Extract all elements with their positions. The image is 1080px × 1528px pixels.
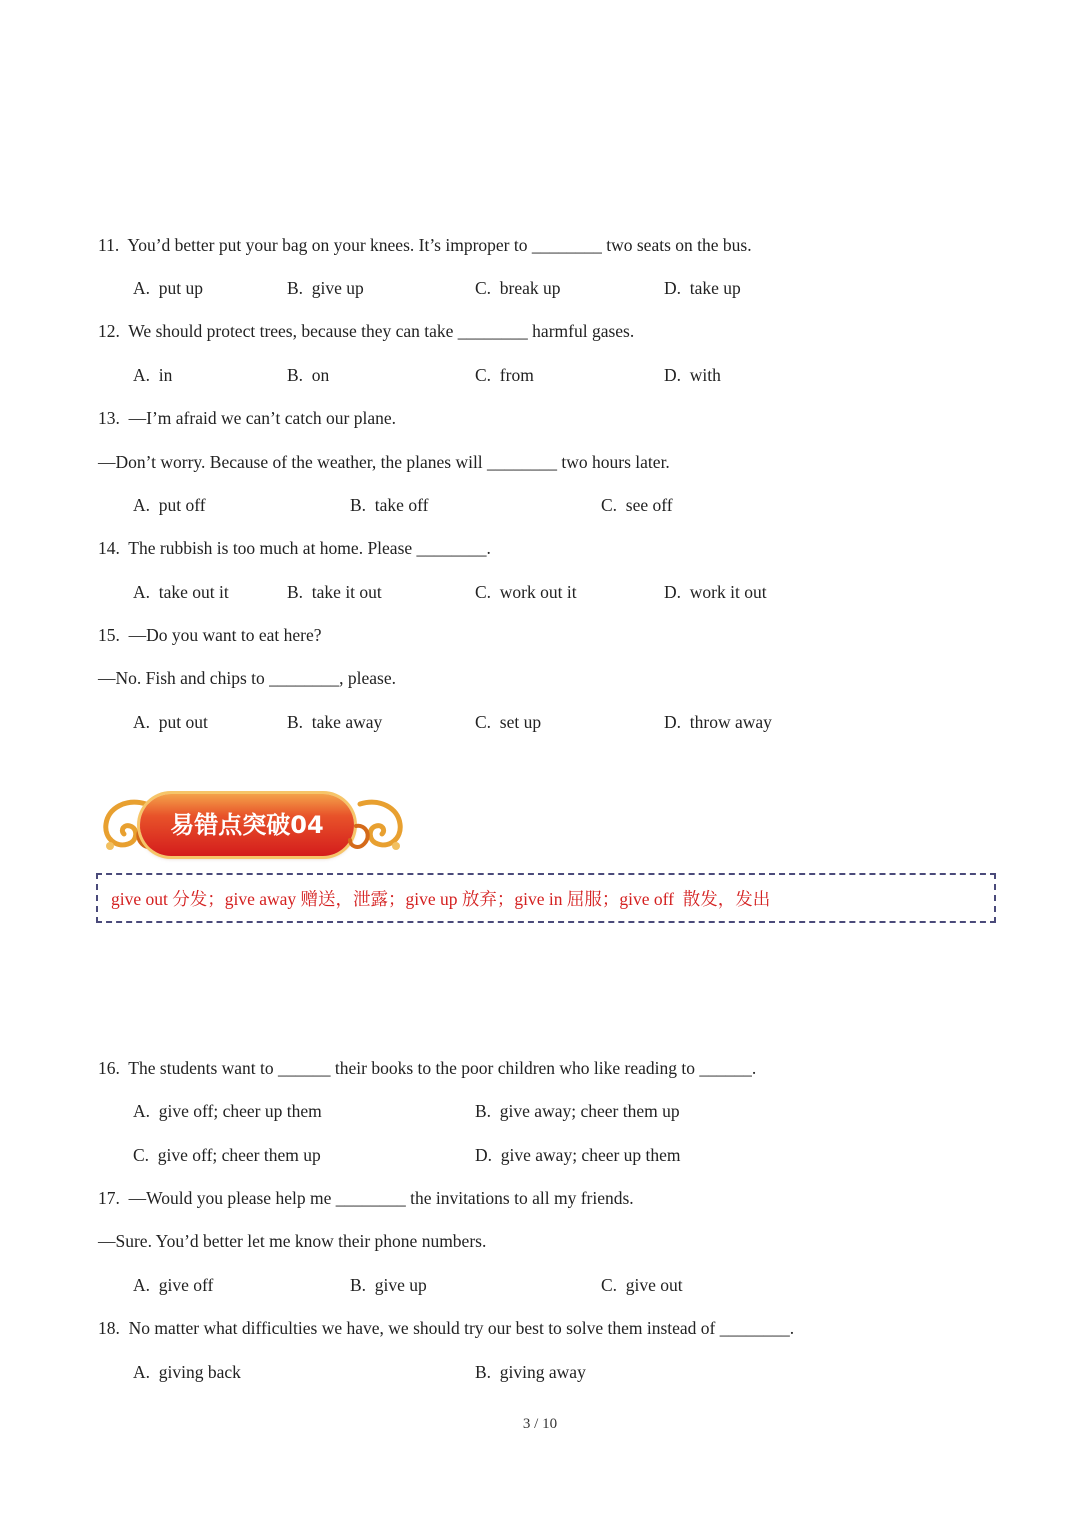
q12-option-a[interactable]: A. in (133, 365, 173, 385)
question-15-reply: —No. Fish and chips to ________, please. (98, 668, 396, 688)
question-18-text: 18. No matter what difficulties we have, we should try our best to solve them instead of ________. (98, 1318, 795, 1338)
q12-option-d[interactable]: D. with (664, 365, 721, 385)
question-16-text: 16. The students want to ______ their books to the poor children who like reading to ______. (98, 1058, 757, 1078)
q11-option-c[interactable]: C. break up (475, 278, 561, 298)
q16-option-b[interactable]: B. give away; cheer them up (475, 1101, 680, 1121)
q15-option-d[interactable]: D. throw away (664, 712, 772, 732)
question-17-reply: —Sure. You’d better let me know their phone numbers. (98, 1231, 487, 1251)
question-17-text: 17. —Would you please help me ________ the invitations to all my friends. (98, 1188, 634, 1208)
q13-option-a[interactable]: A. put off (133, 495, 206, 515)
q12-option-b[interactable]: B. on (287, 365, 330, 385)
q11-option-d[interactable]: D. take up (664, 278, 741, 298)
q18-option-b[interactable]: B. giving away (475, 1362, 586, 1382)
question-13-reply: —Don’t worry. Because of the weather, the planes will ________ two hours later. (98, 452, 670, 472)
question-11-text: 11. You’d better put your bag on your knees. It’s improper to ________ two seats on the bus. (98, 235, 752, 255)
section-banner (96, 790, 406, 862)
question-13-text: 13. —I’m afraid we can’t catch our plane. (98, 408, 397, 428)
q17-option-a[interactable]: A. give off (133, 1275, 214, 1295)
q17-option-c[interactable]: C. give out (601, 1275, 683, 1295)
page-number: 3 / 10 (522, 1416, 558, 1432)
q15-option-c[interactable]: C. set up (475, 712, 542, 732)
q16-option-d[interactable]: D. give away; cheer up them (475, 1145, 681, 1165)
q13-option-c[interactable]: C. see off (601, 495, 673, 515)
q14-option-a[interactable]: A. take out it (133, 582, 229, 602)
key-phrases-text: give out 分发；give away 赠送，泄露；give up 放弃；give in 屈服；give off 散发，发出 (111, 889, 771, 909)
question-14-text: 14. The rubbish is too much at home. Please ________. (98, 538, 491, 558)
right-ornament-icon (346, 796, 410, 856)
q11-option-a[interactable]: A. put up (133, 278, 203, 298)
q11-option-b[interactable]: B. give up (287, 278, 364, 298)
q12-option-c[interactable]: C. from (475, 365, 534, 385)
q13-option-b[interactable]: B. take off (350, 495, 429, 515)
q15-option-b[interactable]: B. take away (287, 712, 383, 732)
q16-option-c[interactable]: C. give off; cheer them up (133, 1145, 321, 1165)
q14-option-c[interactable]: C. work out it (475, 582, 577, 602)
question-15-text: 15. —Do you want to eat here? (98, 625, 322, 645)
q14-option-d[interactable]: D. work it out (664, 582, 767, 602)
q16-option-a[interactable]: A. give off; cheer up them (133, 1101, 322, 1121)
question-12-text: 12. We should protect trees, because they can take ________ harmful gases. (98, 321, 635, 341)
q15-option-a[interactable]: A. put out (133, 712, 208, 732)
q17-option-b[interactable]: B. give up (350, 1275, 427, 1295)
q14-option-b[interactable]: B. take it out (287, 582, 382, 602)
q18-option-a[interactable]: A. giving back (133, 1362, 241, 1382)
banner-title: 易错点突破04 (170, 811, 324, 839)
